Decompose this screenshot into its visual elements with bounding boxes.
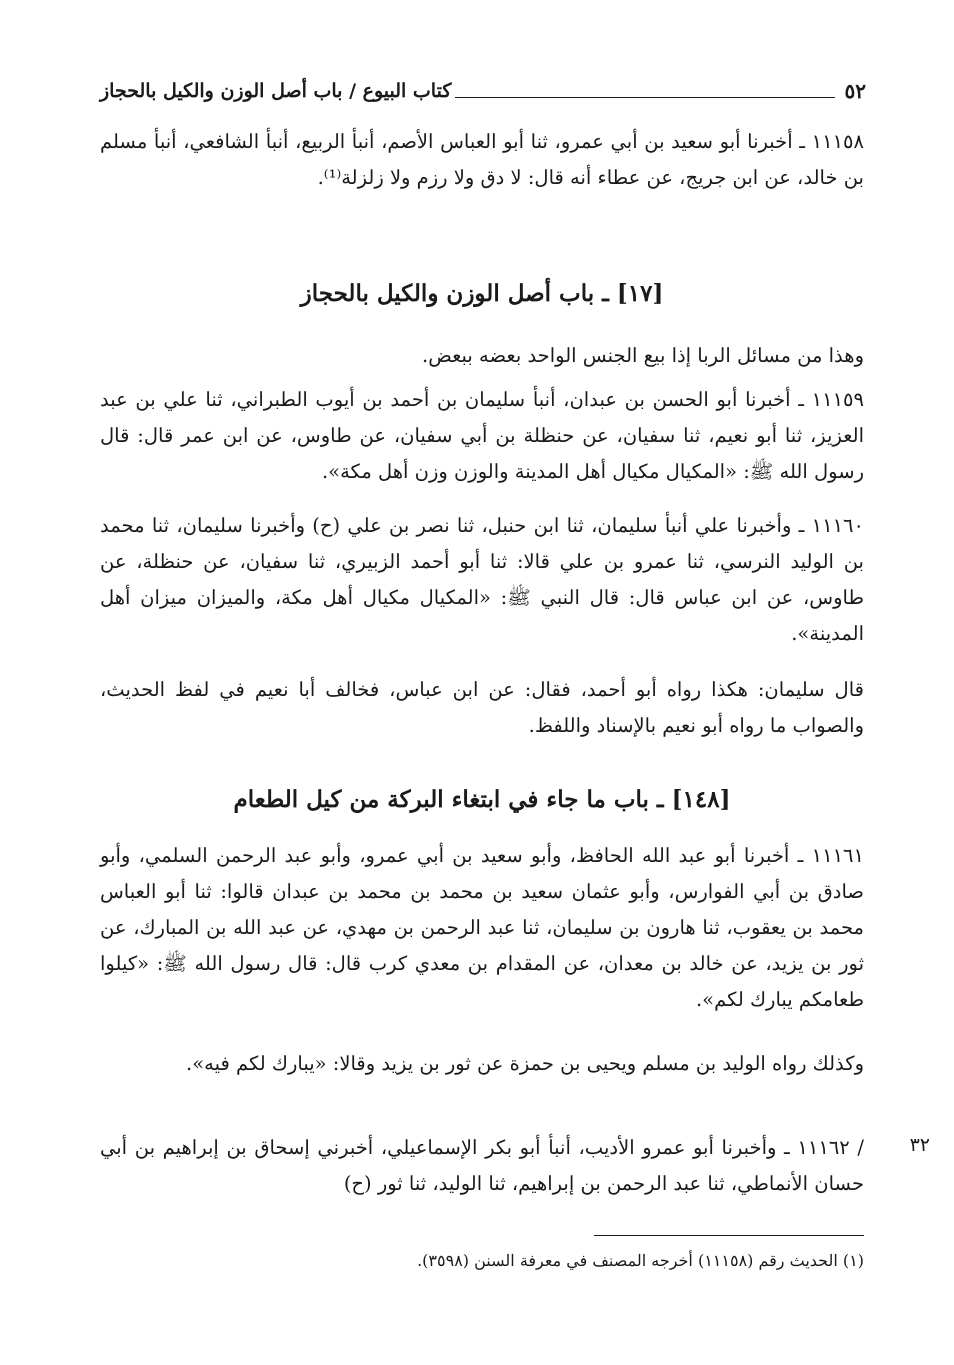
running-header — [100, 70, 866, 104]
footnote: (١) الحديث رقم (١١١٥٨) أخرجه المصنف في معرفة السنن (٣٥٩٨). — [417, 1251, 864, 1270]
footnote-rule — [594, 1235, 864, 1236]
hadith-11158: ١١١٥٨ ـ أخبرنا أبو سعيد بن أبي عمرو، ثنا أبو العباس الأصم، أنبأ الربيع، أنبأ الشافعي، أنبأ مسلم بن خالد، عن ابن جريج، عن عطاء أنه قال: لا دق ولا رزم ولا زلزلة⁽¹⁾. — [100, 130, 864, 189]
running-title: كتاب البيوع / باب أصل الوزن والكيل بالحجاز — [100, 80, 452, 102]
hadith-11161: ١١١٦١ ـ أخبرنا أبو عبد الله الحافظ، وأبو سعيد بن أبي عمرو، وأبو عبد الرحمن السلمي، وأبو صادق بن أبي الفوارس، وأبو عثمان سعيد بن محمد بن محمد بن عبدان قالوا: ثنا أبو العباس محمد بن يعقوب، ثنا هارون بن سليمان، ثنا عبد الرحمن بن مهدي، عن عبد الله بن المبارك، عن ثور بن يزيد، عن خالد بن معدان، عن المقدام بن معدي كرب قال: قال رسول الله ﷺ: «كيلوا طعامكم يبارك لكم». — [100, 844, 864, 1011]
sulayman-comment: قال سليمان: هكذا رواه أبو أحمد، فقال: عن ابن عباس، فخالف أبا نعيم في لفظ الحديث، والصواب ما رواه أبو نعيم بالإسناد واللفظ. — [100, 678, 864, 737]
hadith-11160: ١١١٦٠ ـ وأخبرنا علي أنبأ سليمان، ثنا ابن حنبل، ثنا نصر بن علي (ح) وأخبرنا سليمان، ثنا محمد بن الوليد النرسي، ثنا عمرو بن علي قالا: ثنا أبو أحمد الزبيري، ثنا سفيان، عن حنظلة، عن طاوس، عن ابن عباس قال: قال النبي ﷺ: «المكيال مكيال أهل مكة، والميزان ميزان أهل المدينة». — [100, 514, 864, 645]
narration-note: وكذلك رواه الوليد بن مسلم ويحيى بن حمزة عن ثور بن يزيد وقالا: «يبارك لكم فيه». — [186, 1052, 864, 1075]
margin-page-marker: ٣٢ — [909, 1134, 930, 1156]
header-rule — [455, 97, 834, 98]
hadith-11162: / ١١١٦٢ ـ وأخبرنا أبو عمرو الأديب، أنبأ أبو بكر الإسماعيلي، أخبرني إسحاق بن إبراهيم بن أبي حسان الأنماطي، ثنا عبد الرحمن بن إبراهيم، ثنا الوليد، ثنا ثور (ح) — [100, 1136, 864, 1195]
chapter-intro: وهذا من مسائل الربا إذا بيع الجنس الواحد بعضه ببعض. — [422, 344, 864, 367]
hadith-11159: ١١١٥٩ ـ أخبرنا أبو الحسن بن عبدان، أنبأ سليمان بن أحمد بن أيوب الطبراني، ثنا علي بن عبد العزيز، ثنا أبو نعيم، ثنا سفيان، عن حنظلة بن أبي سفيان، عن طاوس، عن ابن عمر قال: قال رسول الله ﷺ: «المكيال مكيال أهل المدينة والوزن وزن أهل مكة». — [100, 388, 864, 483]
page-number: ٥٢ — [844, 79, 866, 103]
chapter-heading-148: [١٤٨] ـ باب ما جاء في ابتغاء البركة من كيل الطعام — [233, 786, 731, 813]
chapter-heading-17: [١٧] ـ باب أصل الوزن والكيل بالحجاز — [300, 280, 664, 307]
